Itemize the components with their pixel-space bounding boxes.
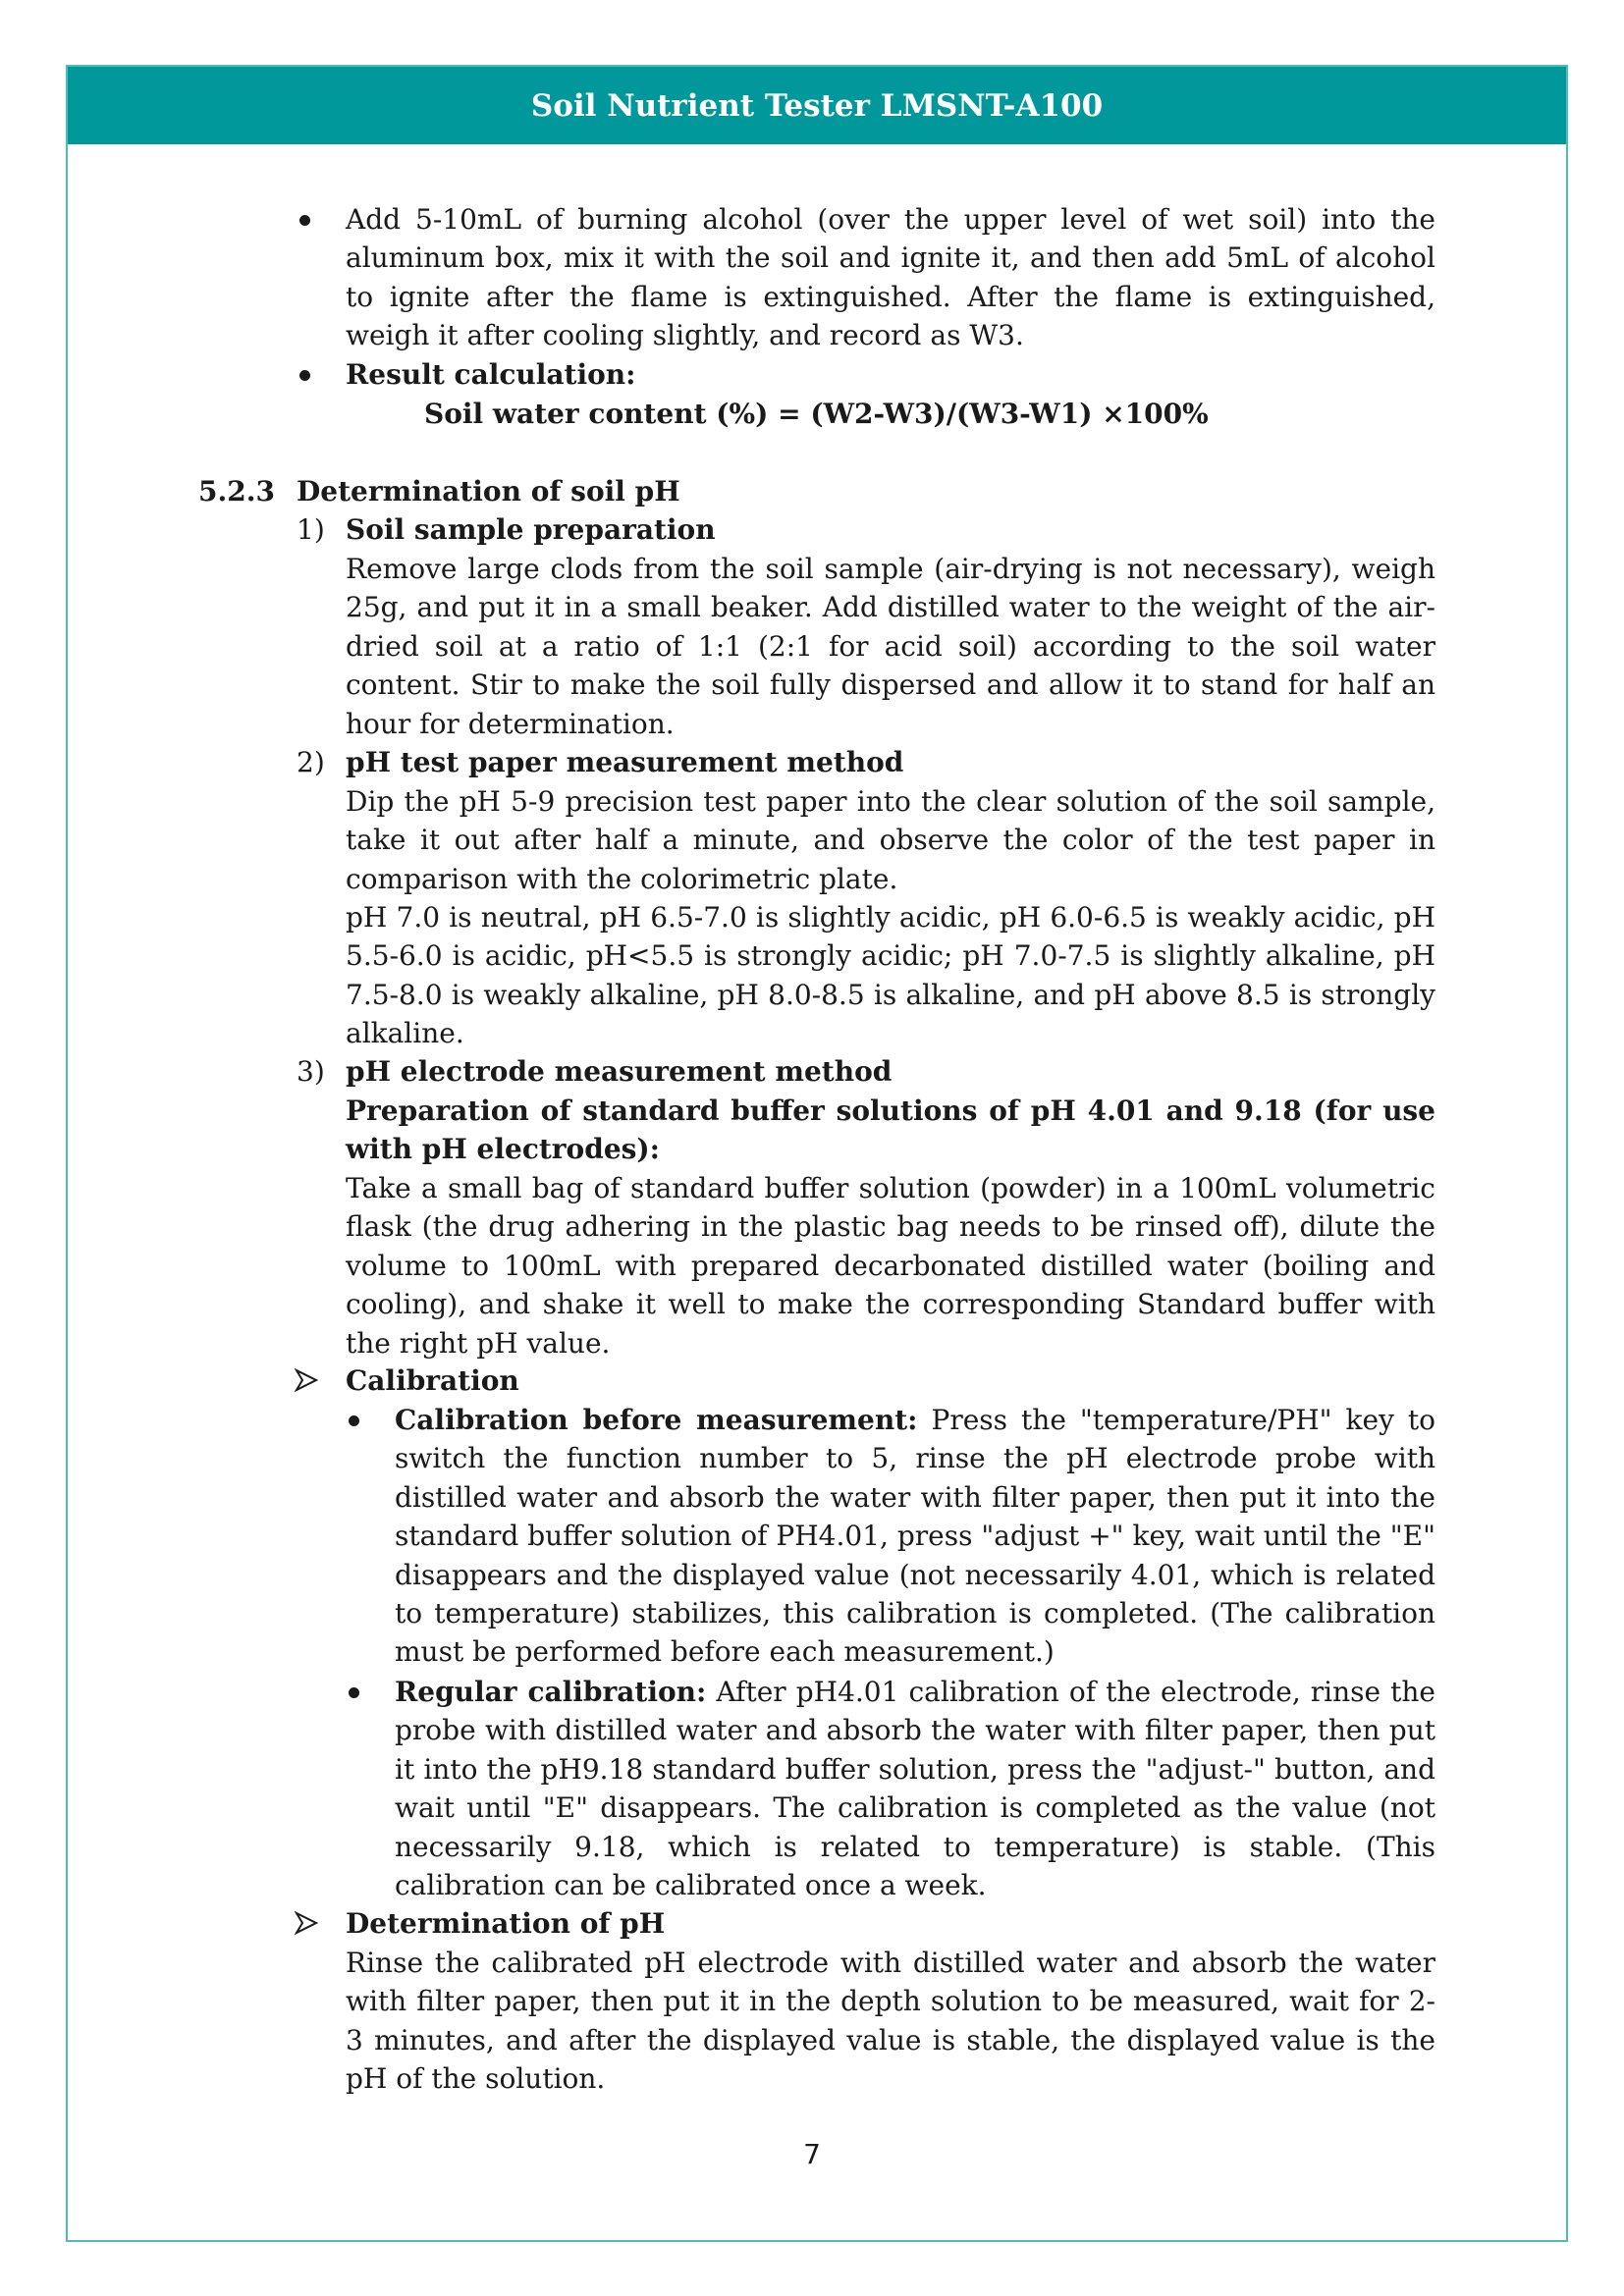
step-title: pH electrode measurement method [346, 1055, 893, 1088]
section-number: 5.2.3 [198, 475, 275, 507]
bullet-dot-icon [349, 1687, 359, 1698]
step-paragraph: pH 7.0 is neutral, pH 6.5-7.0 is slightly acidic, pH 6.0-6.5 is weakly acidic, pH 5.5-6.0 is acidic, pH<5.5 is strongly acidic; pH 7.0-7.5 is slightly alkaline, pH 7.5-8.0 is weakly alkaline, pH 8.0-8.5 is alkaline, and pH above 8.5 is strongly alkaline. [346, 901, 1435, 1050]
soil-water-formula: Soil water content (%) = (W2-W3)/(W3-W1) ×100% [424, 398, 1209, 430]
determination-paragraph: Rinse the calibrated pH electrode with distilled water and absorb the water with filter paper, then put it in the depth solution to be measured, wait for 2-3 minutes, and after the displayed value is stable, the displayed value is the pH of the solution. [346, 1947, 1435, 2096]
bullet-dot-icon [299, 370, 310, 381]
step-paragraph: Remove large clods from the soil sample (air-drying is not necessary), weigh 25g, and put it in a small beaker. Add distilled water to the weight of the air-dried soil at a ratio of 1:1 (2:1 for acid soil) according to the soil water content. Stir to make the soil fully dispersed and allow it to stand for half an hour for determination. [346, 553, 1435, 740]
calibration-title: Calibration [346, 1364, 519, 1397]
calibration-item-label: Regular calibration: [395, 1676, 707, 1708]
page-number: 7 [803, 2138, 821, 2170]
burning-alcohol-paragraph: Add 5-10mL of burning alcohol (over the upper level of wet soil) into the aluminum box, mix it with the soil and ignite it, and then add 5mL of alcohol to ignite after the flame is extinguished. After the flame is extinguished, weigh it after cooling slightly, and record as W3. [346, 203, 1435, 352]
calibration-item-text: After pH4.01 calibration of the electrode, rinse the probe with distilled water and absorb the water with filter paper, then put it into the pH9.18 standard buffer solution, press the "adjust-" button, and wait until "E" disappears. The calibration is completed as the value (not necessarily 9.18, which is related to temperature) is stable. (This calibration can be calibrated once a week. [395, 1676, 1435, 1902]
calibration-item-label: Calibration before measurement: [395, 1404, 918, 1436]
determination-title: Determination of pH [346, 1907, 666, 1940]
step-title: pH test paper measurement method [346, 746, 904, 778]
step-number: 2) [297, 746, 325, 778]
calibration-before-measurement [395, 1401, 1435, 1672]
regular-calibration [395, 1673, 1435, 1904]
calibration-item-text: Press the "temperature/PH" key to switch the function number to 5, rinse the pH electrode probe with distilled water and absorb the water with filter paper, then put it into the standard buffer solution of PH4.01, press "adjust +" key, wait until the "E" disappears and the displayed value (not necessarily 4.01, which is related to temperature) stabilizes, this calibration is completed. (The calibration must be performed before each measurement.) [395, 1404, 1435, 1669]
arrow-right-icon [295, 1368, 318, 1392]
step-paragraph: Take a small bag of standard buffer solution (powder) in a 100mL volumetric flask (the drug adhering in the plastic bag needs to be rinsed off), dilute the volume to 100mL with prepared decarbonated distilled water (boiling and cooling), and shake it well to make the corresponding Standard buffer with the right pH value. [346, 1172, 1435, 1360]
arrow-right-icon [295, 1911, 318, 1935]
bullet-dot-icon [299, 215, 310, 226]
result-calculation-label: Result calculation: [346, 358, 636, 391]
step-paragraph: Dip the pH 5-9 precision test paper into the clear solution of the soil sample, take it out after half a minute, and observe the color of the test paper in comparison with the colorimetric plate. [346, 785, 1435, 895]
step-subtitle: Preparation of standard buffer solutions of pH 4.01 and 9.18 (for use with pH electrodes): [346, 1095, 1435, 1166]
step-number: 3) [297, 1055, 325, 1088]
section-title: Determination of soil pH [297, 475, 680, 507]
bullet-dot-icon [349, 1415, 359, 1426]
document-header: Soil Nutrient Tester LMSNT-A100 [68, 67, 1566, 144]
step-title: Soil sample preparation [346, 513, 716, 546]
step-number: 1) [297, 513, 325, 546]
